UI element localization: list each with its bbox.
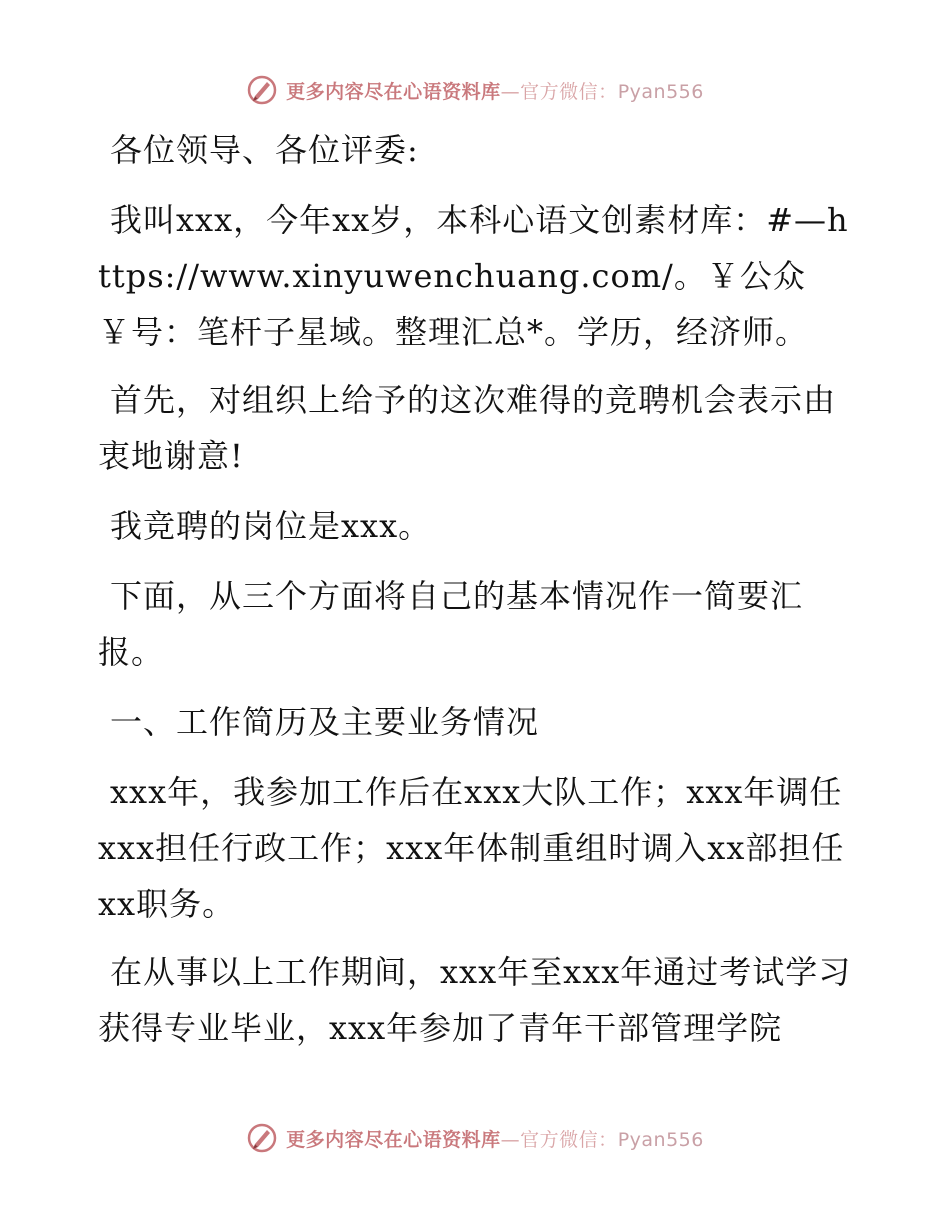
thanks-paragraph: 首先，对组织上给予的这次难得的竞聘机会表示由衷地谢意! [98,381,837,475]
watermark-dash: — [500,1128,521,1151]
pen-in-circle-logo-icon [246,74,278,106]
salutation: 各位领导、各位评委: [110,131,419,169]
section-heading: 一、工作简历及主要业务情况 [110,703,540,741]
study-paragraph: 在从事以上工作期间，xxx年至xxx年通过考试学习获得专业毕业，xxx年参加了青年干部管理学院 [98,953,852,1047]
position-paragraph: 我竞聘的岗位是xxx。 [110,507,432,545]
watermark-brand: 更多内容尽在心语资料库 [286,80,501,103]
watermark-text [286,1125,704,1152]
watermark-brand: 更多内容尽在心语资料库 [286,1128,501,1151]
watermark-text [286,77,704,104]
footer-watermark [0,1118,950,1158]
document-body [98,120,858,1068]
watermark-label: 官方微信： [520,80,618,103]
work-history-paragraph: xxx年，我参加工作后在xxx大队工作；xxx年调任xxx担任行政工作；xxx年体制重组时调入xx部担任xx职务。 [98,773,845,923]
watermark-wechat-id: Pyan556 [617,80,704,103]
overview-paragraph: 下面，从三个方面将自己的基本情况作一简要汇报。 [98,577,804,671]
intro-paragraph: 我叫xxx，今年xx岁，本科心语文创素材库：#—https://www.xinyuwenchuang.com/。￥公众￥号：笔杆子星域。整理汇总*。学历，经济师。 [98,201,849,351]
watermark-label: 官方微信： [520,1128,618,1151]
watermark-dash: — [500,80,521,103]
pen-in-circle-logo-icon [246,1122,278,1154]
header-watermark [0,70,950,110]
watermark-wechat-id: Pyan556 [617,1128,704,1151]
